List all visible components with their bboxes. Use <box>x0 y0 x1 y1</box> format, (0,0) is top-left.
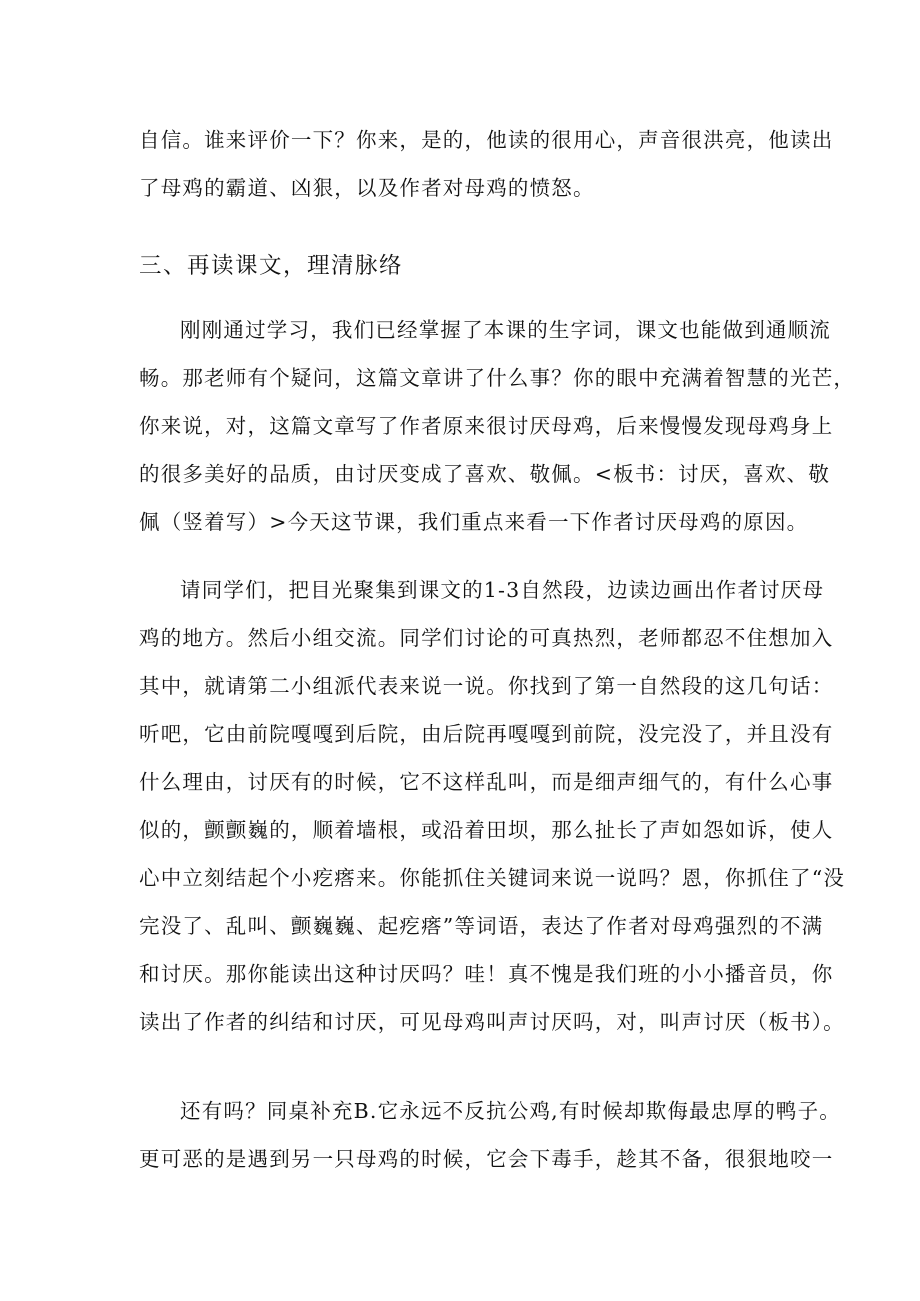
paragraph-2-line-2: 畅。那老师有个疑问，这篇文章讲了什么事？你的眼中充满着智慧的光芒， <box>139 366 856 390</box>
paragraph-3-line-4: 听吧，它由前院嘎嘎到后院，由后院再嘎嘎到前院，没完没了，并且没有 <box>139 722 834 746</box>
paragraph-3-line-10: 读出了作者的纠结和讨厌，可见母鸡叫声讨厌吗，对，叫声讨厌（板书）。 <box>139 1010 845 1034</box>
paragraph-4-line-2: 更可恶的是遇到另一只母鸡的时候，它会下毒手，趁其不备，很狠地咬一 <box>139 1147 834 1171</box>
paragraph-2-line-4: 的很多美好的品质，由讨厌变成了喜欢、敬佩。<板书：讨厌，喜欢、敬 <box>139 462 831 486</box>
paragraph-3-line-6: 似的，颤颤巍的，顺着墙根，或沿着田坝，那么扯长了声如怨如诉，使人 <box>139 818 834 842</box>
paragraph-2-line-1: 刚刚通过学习，我们已经掌握了本课的生字词，课文也能做到通顺流 <box>180 318 831 342</box>
paragraph-3-line-8: 完没了、乱叫、颤巍巍、起疙瘩”等词语，表达了作者对母鸡强烈的不满 <box>139 914 824 938</box>
paragraph-4-line-1: 还有吗？同桌补充B.它永远不反抗公鸡,有时候却欺侮最忠厚的鸭子。 <box>180 1099 841 1123</box>
paragraph-1-line-1: 自信。谁来评价一下？你来，是的，他读的很用心，声音很洪亮，他读出 <box>139 128 834 152</box>
section-heading: 三、再读课文，理清脉络 <box>139 253 404 279</box>
paragraph-3-line-7: 心中立刻结起个小疙瘩来。你能抓住关键词来说一说吗？恩，你抓住了“没 <box>139 866 846 890</box>
paragraph-3-line-1: 请同学们，把目光聚集到课文的1-3自然段，边读边画出作者讨厌母 <box>180 578 825 602</box>
paragraph-1-line-2: 了母鸡的霸道、凶狠，以及作者对母鸡的愤怒。 <box>139 176 595 200</box>
paragraph-3-line-3: 其中，就请第二小组派代表来说一说。你找到了第一自然段的这几句话： <box>139 674 834 698</box>
paragraph-4 <box>139 1087 841 1183</box>
paragraph-3-line-9: 和讨厌。那你能读出这种讨厌吗？哇！真不愧是我们班的小小播音员，你 <box>139 962 834 986</box>
paragraph-3-line-2: 鸡的地方。然后小组交流。同学们讨论的可真热烈，老师都忍不住想加入 <box>139 626 834 650</box>
paragraph-3 <box>139 566 846 1046</box>
paragraph-2-line-5: 佩（竖着写）>今天这节课，我们重点来看一下作者讨厌母鸡的原因。 <box>139 510 809 534</box>
paragraph-2-line-3: 你来说，对，这篇文章写了作者原来很讨厌母鸡，后来慢慢发现母鸡身上 <box>139 414 834 438</box>
paragraph-1 <box>139 116 834 212</box>
paragraph-3-line-5: 什么理由，讨厌有的时候，它不这样乱叫，而是细声细气的，有什么心事 <box>139 770 834 794</box>
paragraph-2 <box>139 306 856 546</box>
